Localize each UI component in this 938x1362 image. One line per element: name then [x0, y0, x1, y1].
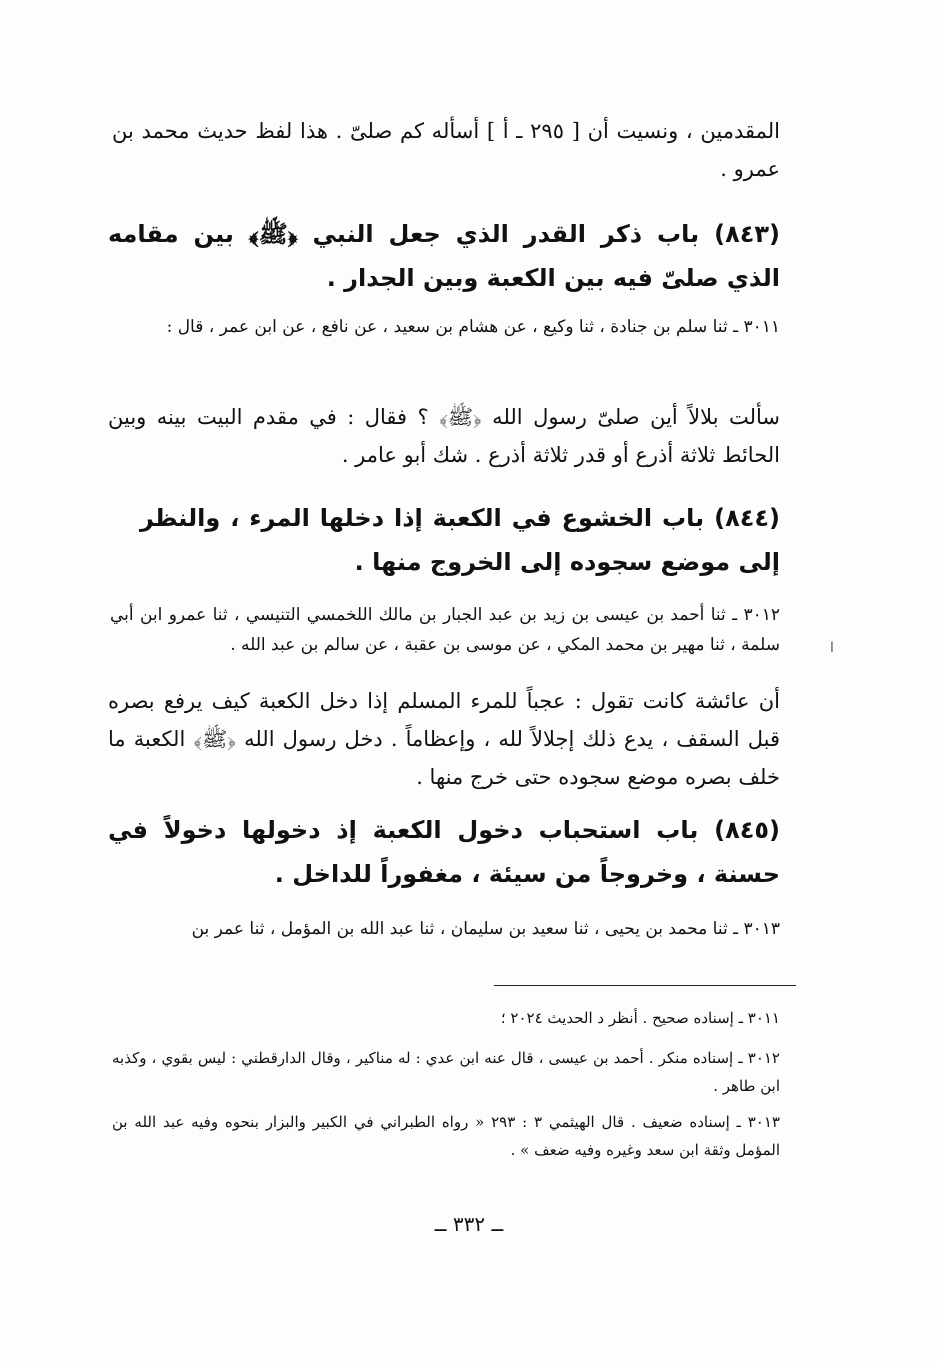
- footnote-3011: ٣٠١١ ـ إسناده صحيح . أنظر د الحديث ٢٠٢٤ ؛: [500, 1009, 780, 1027]
- page-number: ــ ٣٣٢ ــ: [434, 1212, 504, 1236]
- isnad-3013: ٣٠١٣ ـ ثنا محمد بن يحيى ، ثنا سعيد بن سليمان ، ثنا عبد الله بن المؤمل ، ثنا عمر بن: [191, 919, 780, 939]
- footnote-3012: ٣٠١٢ ـ إسناده منكر . أحمد بن عيسى ، قال عنه ابن عدي : له مناكير ، وقال الدارقطني : ليس بقوي ، وكذبه ابن طاهر .: [112, 1049, 780, 1095]
- chapter-heading-843: (٨٤٣) باب ذكر القدر الذي جعل النبي ﴿ﷺ﴾ بين مقامه الذي صلىّ فيه بين الكعبة وبين الجدار .: [108, 220, 780, 292]
- intro-paragraph: المقدمين ، ونسيت أن [ ٢٩٥ ـ أ ] أسأله كم صلىّ . هذا لفظ حديث محمد بن عمرو .: [112, 119, 780, 181]
- footnote-3013: ٣٠١٣ ـ إسناده ضعيف . قال الهيثمي ٣ : ٢٩٣ « رواه الطبراني في الكبير والبزار بنحوه وفيه عبد الله بن المؤمل وثقة ابن سعد وغيره وفيه ضعف » .: [112, 1113, 780, 1159]
- footnote-divider: [494, 985, 796, 986]
- margin-mark: ا: [830, 640, 834, 656]
- isnad-3012: ٣٠١٢ ـ ثنا أحمد بن عيسى بن زيد بن عبد الجبار بن مالك اللخمسي التنيسي ، ثنا عمرو ابن أبي سلمة ، ثنا مهير بن محمد المكي ، عن موسى بن عقبة ، عن سالم بن عبد الله .: [110, 605, 780, 655]
- chapter-heading-844: (٨٤٤) باب الخشوع في الكعبة إذا دخلها المرء ، والنظر إلى موضع سجوده إلى الخروج منها .: [140, 504, 780, 576]
- isnad-3011: ٣٠١١ ـ ثنا سلم بن جنادة ، ثنا وكيع ، عن هشام بن سعيد ، عن نافع ، عن ابن عمر ، قال :: [166, 317, 780, 337]
- hadith-text-3011: سألت بلالاً أين صلىّ رسول الله ﴿ﷺ﴾ ؟ فقال : في مقدم البيت بينه وبين الحائط ثلاثة أذرع أو قدر ثلاثة أذرع . شك أبو عامر .: [108, 405, 780, 467]
- chapter-heading-845: (٨٤٥) باب استحباب دخول الكعبة إذ دخولها دخولاً في حسنة ، وخروجاً من سيئة ، مغفوراً للداخل .: [108, 816, 780, 888]
- hadith-text-3012: أن عائشة كانت تقول : عجباً للمرء المسلم إذا دخل الكعبة كيف يرفع بصره قبل السقف ، يدع ذلك إجلالاً لله ، وإعظاماً . دخل رسول الله ﴿ﷺ﴾ الكعبة ما خلف بصره موضع سجوده حتى خرج منها .: [108, 689, 780, 789]
